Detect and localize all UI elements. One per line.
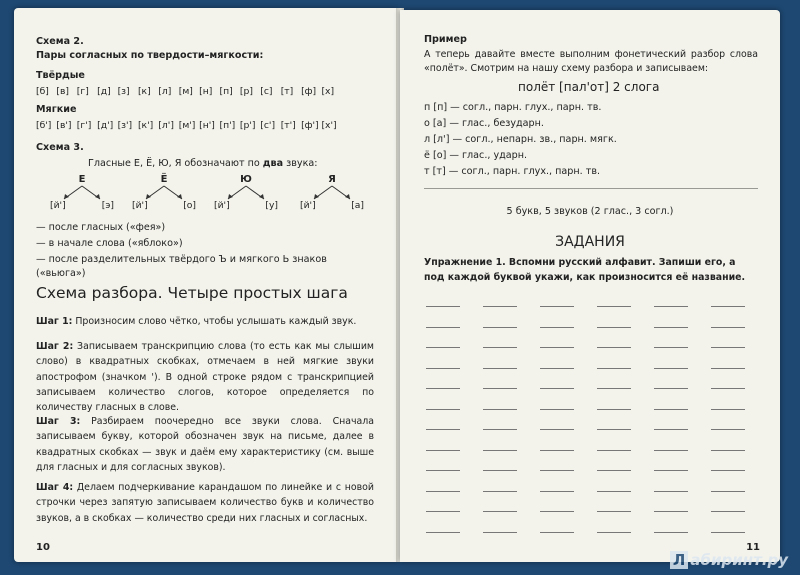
hard-label: Твёрдые	[36, 70, 85, 81]
vowel-diagram-2	[214, 174, 278, 214]
analysis-line: п [п] — согл., парн. глух., парн. тв.	[424, 102, 602, 113]
soft_letters-14: [х']	[321, 120, 337, 131]
hard_letters-5: [к]	[137, 86, 151, 97]
vowel-diagram-0	[50, 174, 114, 214]
step-2-label: Шаг 2:	[36, 341, 74, 352]
step-3	[36, 414, 374, 475]
example-transcription: полёт [пал'от] 2 слога	[518, 80, 660, 94]
soft_letters-3: [д']	[97, 120, 114, 131]
vowel-diagram-3	[300, 174, 364, 214]
page-number-left: 10	[36, 542, 50, 553]
soft_letters-7: [м']	[178, 120, 196, 131]
hard_letters-12: [т]	[280, 86, 294, 97]
vowel-sound-1: [й']	[50, 200, 66, 211]
step-3-text: Разбираем поочередно все звуки слова. Сначала записываем букву, которой обозначен звук на письме, далее в квадратных скобках — звук и даём ему характеристику (см. выше для гласных и для согласных звуков).	[36, 416, 375, 473]
tasks-title: ЗАДАНИЯ	[555, 234, 625, 250]
hard_letters-1: [в]	[56, 86, 69, 97]
vowel-sound-1: [й']	[300, 200, 316, 211]
hard_letters-7: [м]	[178, 86, 193, 97]
answer-row[interactable]	[426, 464, 766, 472]
soft_letters-0: [б']	[36, 120, 52, 131]
answer-row[interactable]	[426, 526, 766, 534]
vowel-letter: Ю	[240, 174, 252, 185]
soft-consonants-row	[36, 120, 342, 131]
step-1	[36, 314, 374, 329]
answer-row[interactable]	[426, 362, 766, 370]
soft_letters-12: [т']	[280, 120, 296, 131]
vowel-diagram-1	[132, 174, 196, 214]
soft_letters-13: [ф']	[301, 120, 319, 131]
answer-row[interactable]	[426, 403, 766, 411]
step-1-label: Шаг 1:	[36, 316, 73, 327]
vowel-sound-1: [й']	[132, 200, 148, 211]
vowel-letter: Ё	[160, 174, 168, 185]
step-2-text: Записываем транскрипцию слова (то есть как мы слышим слово) в квадратных скобках, отмечаем в ней мягкие звуки апострофом (значком '). В одной строке рядом с транскрипцией записываем количество слогов, которое определяется по количеству гласных в слове.	[36, 341, 375, 414]
step-4-text: Делаем подчеркивание карандашом по линейке и с новой строчки через запятую записываем количество букв и количество звуков, а в скобках — количество среди них гласных и согласных.	[36, 482, 374, 524]
soft_letters-6: [л']	[158, 120, 174, 131]
right-page	[400, 10, 780, 562]
soft_letters-1: [в']	[56, 120, 72, 131]
vowel-letter: Я	[328, 174, 336, 185]
answer-row[interactable]	[426, 300, 766, 308]
step-3-label: Шаг 3:	[36, 416, 81, 427]
answer-row[interactable]	[426, 382, 766, 390]
analysis-line: ё [о] — глас., ударн.	[424, 150, 528, 161]
hard_letters-6: [л]	[158, 86, 172, 97]
rule-after-vowels: — после гласных («фея»)	[36, 222, 166, 233]
page-number-right: 11	[746, 542, 760, 553]
answer-row[interactable]	[426, 423, 766, 431]
vowels-intro-end: звука:	[283, 158, 318, 169]
labirint-watermark	[670, 551, 788, 569]
schema2-title: Схема 2.	[36, 36, 84, 47]
vowel-sound-2: [у]	[265, 200, 278, 211]
hard_letters-11: [с]	[260, 86, 273, 97]
vowel-sound-2: [о]	[183, 200, 196, 211]
example-text: А теперь давайте вместе выполним фонетический разбор слова «полёт». Смотрим на нашу схему разбора и записываем:	[424, 49, 758, 74]
soft_letters-8: [н']	[199, 120, 215, 131]
hard_letters-8: [н]	[199, 86, 213, 97]
hard_letters-14: [х]	[321, 86, 335, 97]
soft_letters-2: [г']	[76, 120, 92, 131]
example-summary: 5 букв, 5 звуков (2 глас., 3 согл.)	[506, 206, 674, 217]
hard-consonants-row	[36, 86, 342, 97]
answer-row[interactable]	[426, 505, 766, 513]
schema3-title: Схема 3.	[36, 142, 84, 153]
answer-row[interactable]	[426, 485, 766, 493]
analysis-line: о [а] — глас., безударн.	[424, 118, 544, 129]
step-2	[36, 339, 374, 415]
hard_letters-4: [з]	[117, 86, 130, 97]
hard_letters-10: [р]	[239, 86, 253, 97]
example-title: Пример	[424, 34, 467, 45]
hard_letters-9: [п]	[219, 86, 233, 97]
soft_letters-4: [з']	[117, 120, 133, 131]
analysis-line: т [т] — согл., парн. глух., парн. тв.	[424, 166, 601, 177]
rule-word-start: — в начале слова («яблоко»)	[36, 238, 183, 249]
vowel-letter: Е	[78, 174, 86, 185]
step-4	[36, 480, 374, 526]
vowel-sound-2: [э]	[101, 200, 114, 211]
soft_letters-5: [к']	[137, 120, 154, 131]
section-title: Схема разбора. Четыре простых шага	[36, 284, 348, 302]
vowels-intro	[88, 158, 317, 170]
analysis-line: л [л'] — согл., непарн. зв., парн. мягк.	[424, 134, 617, 145]
rule-after-signs-example: («вьюга»)	[36, 268, 86, 279]
split-arrows-icon	[214, 182, 278, 202]
soft_letters-10: [р']	[239, 120, 256, 131]
answer-row[interactable]	[426, 341, 766, 349]
split-arrows-icon	[50, 182, 114, 202]
exercise-1: Упражнение 1. Вспомни русский алфавит. Запиши его, а под каждой буквой укажи, как произносится её название.	[424, 257, 746, 283]
vowels-intro-text: Гласные Е, Ё, Ю, Я обозначают по	[88, 158, 263, 169]
vowel-sound-2: [а]	[351, 200, 364, 211]
summary-underline	[424, 188, 758, 189]
hard_letters-3: [д]	[97, 86, 111, 97]
rule-after-signs: — после разделительных твёрдого Ъ и мягкого Ь знаков	[36, 254, 327, 265]
answer-row[interactable]	[426, 444, 766, 452]
soft-label: Мягкие	[36, 104, 77, 115]
hard_letters-2: [г]	[76, 86, 89, 97]
step-1-text: Произносим слово чётко, чтобы услышать каждый звук.	[72, 316, 357, 327]
step-4-label: Шаг 4:	[36, 482, 74, 493]
vowel-sound-1: [й']	[214, 200, 230, 211]
watermark-text: абиринт.ру	[690, 551, 788, 569]
answer-row[interactable]	[426, 321, 766, 329]
soft_letters-11: [с']	[260, 120, 276, 131]
hard_letters-0: [б]	[36, 86, 49, 97]
vowels-intro-emphasis: два	[262, 158, 284, 169]
split-arrows-icon	[300, 182, 364, 202]
split-arrows-icon	[132, 182, 196, 202]
hard_letters-13: [ф]	[301, 86, 317, 97]
soft_letters-9: [п']	[219, 120, 236, 131]
left-page	[14, 8, 398, 562]
schema2-subtitle: Пары согласных по твердости–мягкости:	[36, 50, 264, 61]
watermark-letter: Л	[670, 551, 688, 569]
